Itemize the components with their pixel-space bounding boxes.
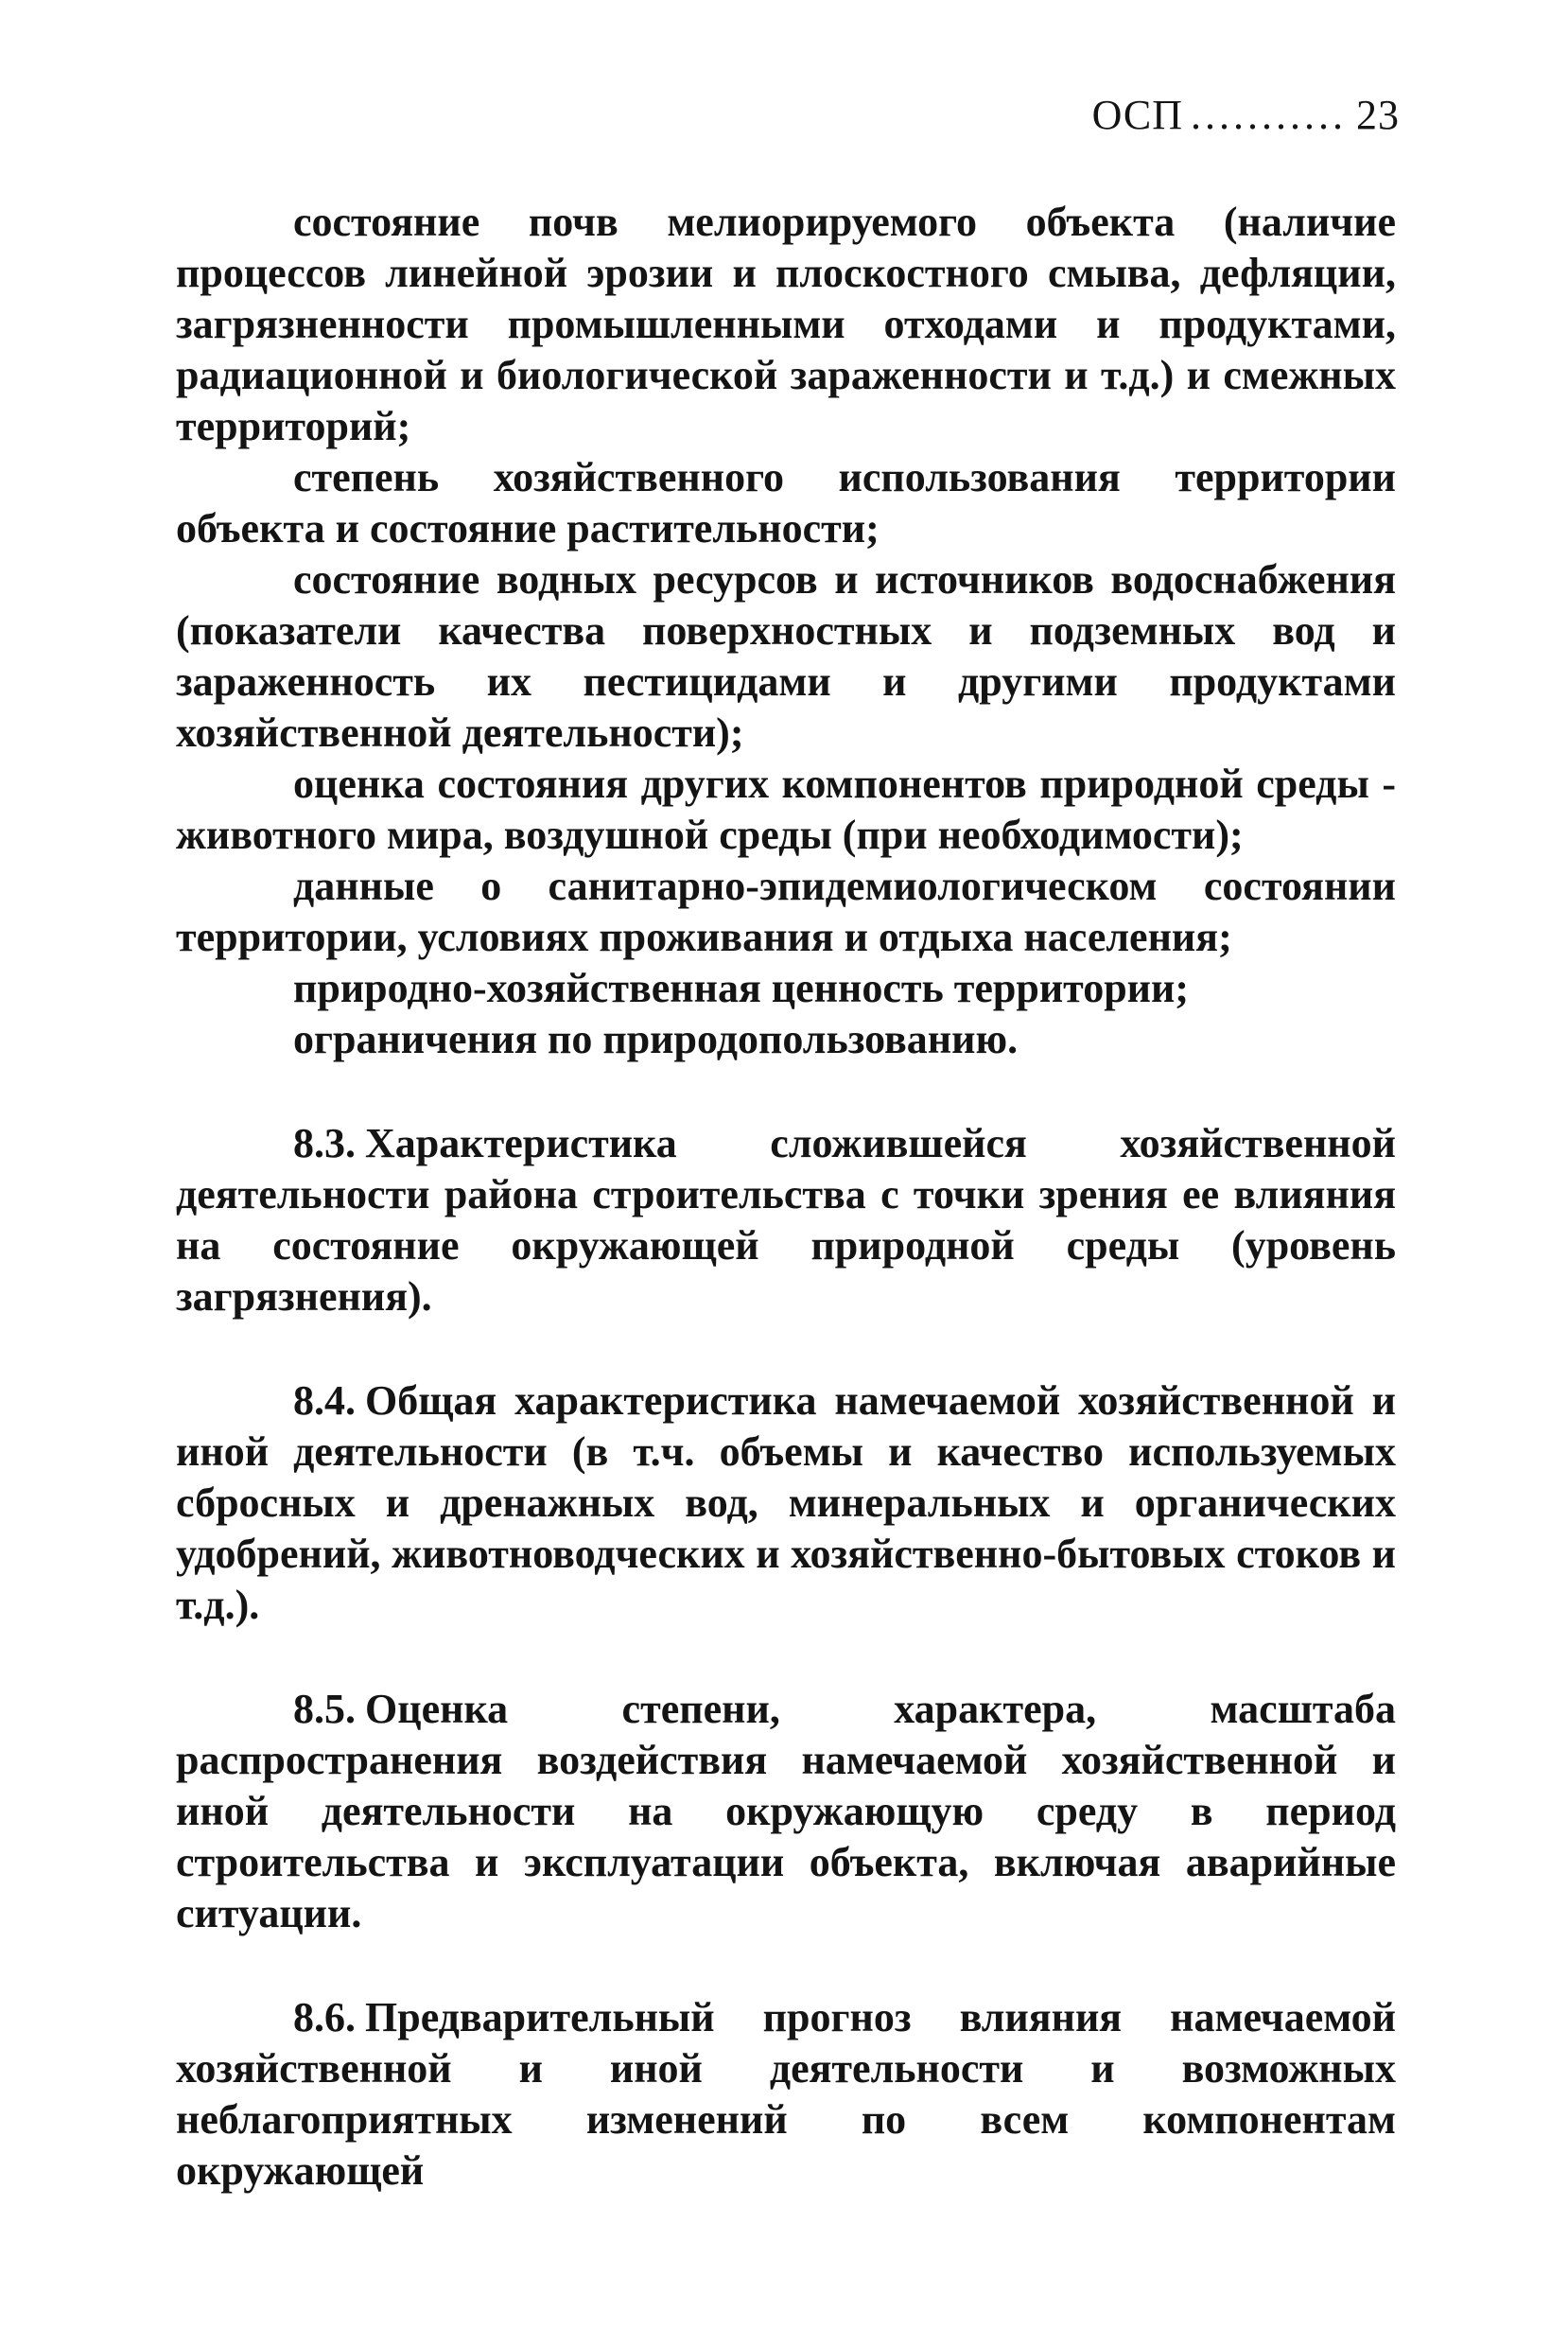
header-dots: ........... (1191, 92, 1347, 138)
document-code: ОСП (1091, 92, 1183, 138)
paragraph-water-resources: состояние водных ресурсов и источников водоснабжения (показатели качества поверхностных и подземных вод и зараженность их пестицидами и другими продуктами хозяйственной деятельности); (176, 556, 1396, 756)
paragraph-restrictions: ограничения по природопользованию. (293, 1016, 1019, 1062)
section-8-5 (176, 1684, 1396, 1939)
section-text: Общая характеристика намечаемой хозяйственной и иной деятельности (в т.ч. объемы и качество используемых сбросных и дренажных вод, минеральных и органических удобрений, животноводческих и хозяйственно-бытовых стоков и т.д.). (176, 1377, 1396, 1628)
section-number: 8.3. (293, 1120, 356, 1166)
section-number: 8.4. (293, 1377, 356, 1424)
section-text: Предварительный прогноз влияния намечаемой хозяйственной и иной деятельности и возможных неблагоприятных изменений по всем компонентам окружающей (176, 1994, 1396, 2194)
section-8-4 (176, 1375, 1396, 1631)
paragraph-land-use: степень хозяйственного использования территории объекта и состояние растительности; (176, 454, 1396, 551)
paragraph-sanitary-data: данные о санитарно-эпидемиологическом состоянии территории, условиях проживания и отдыха населения; (176, 863, 1396, 960)
paragraph-other-components: оценка состояния других компонентов природной среды - животного мира, воздушной среды (при необходимости); (176, 761, 1396, 858)
page-number: 23 (1356, 92, 1400, 138)
section-8-3 (176, 1118, 1396, 1322)
section-text: Характеристика сложившейся хозяйственной деятельности района строительства с точки зрения ее влияния на состояние окружающей природной среды (уровень загрязнения). (176, 1120, 1396, 1320)
section-text: Оценка степени, характера, масштаба распространения воздействия намечаемой хозяйственной и иной деятельности на окружающую среду в период строительства и эксплуатации объекта, включая аварийные ситуации. (176, 1686, 1396, 1936)
document-body (176, 197, 1396, 2197)
page-header (984, 91, 1400, 139)
section-number: 8.5. (293, 1686, 356, 1732)
paragraph-natural-value: природно-хозяйственная ценность территории; (293, 965, 1190, 1011)
section-number: 8.6. (293, 1994, 356, 2040)
paragraph-soil-condition: состояние почв мелиорируемого объекта (наличие процессов линейной эрозии и плоскостного смыва, дефляции, загрязненности промышленными отходами и продуктами, радиационной и биологической зараженности и т.д.) и смежных территорий; (176, 199, 1396, 449)
section-8-6 (176, 1992, 1396, 2197)
